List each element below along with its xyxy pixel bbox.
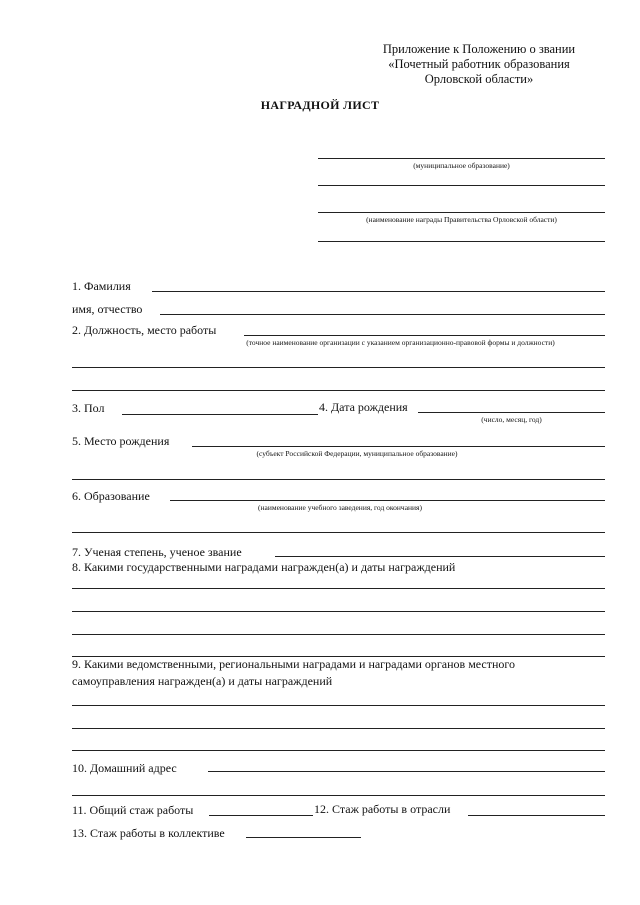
surname-label: 1. Фамилия <box>72 279 131 293</box>
appendix-header <box>360 42 598 87</box>
total-experience-field[interactable] <box>209 815 313 816</box>
position-caption: (точное наименование организации с указанием организационно-правовой формы и должности) <box>246 338 555 347</box>
birthplace-field[interactable] <box>192 446 605 447</box>
position-field[interactable] <box>244 335 605 336</box>
birth-date-label: 4. Дата рождения <box>319 400 408 414</box>
team-experience-field[interactable] <box>246 837 361 838</box>
birth-date-caption: (число, месяц, год) <box>481 415 542 424</box>
education-field-2[interactable] <box>72 532 605 533</box>
education-label: 6. Образование <box>72 489 150 503</box>
municipality-line-2[interactable] <box>318 185 605 186</box>
appendix-header-line3: Орловской области» <box>424 72 534 86</box>
regional-awards-line-1[interactable] <box>72 705 605 706</box>
birthplace-caption: (субъект Российской Федерации, муниципальное образование) <box>256 449 458 458</box>
education-caption: (наименование учебного заведения, год окончания) <box>258 503 422 512</box>
sex-label: 3. Пол <box>72 401 105 415</box>
document-title: НАГРАДНОЙ ЛИСТ <box>260 98 380 112</box>
degree-label: 7. Ученая степень, ученое звание <box>72 545 242 559</box>
regional-awards-line-2[interactable] <box>72 728 605 729</box>
degree-field[interactable] <box>275 556 605 557</box>
award-name-line-2[interactable] <box>318 241 605 242</box>
industry-experience-label: 12. Стаж работы в отрасли <box>314 802 451 816</box>
sex-field[interactable] <box>122 414 318 415</box>
position-field-2[interactable] <box>72 367 605 368</box>
team-experience-label: 13. Стаж работы в коллективе <box>72 826 225 840</box>
surname-field[interactable] <box>152 291 605 292</box>
award-name-line[interactable] <box>318 212 605 213</box>
appendix-header-line2: «Почетный работник образования <box>388 57 570 71</box>
municipality-caption: (муниципальное образование) <box>413 161 510 170</box>
industry-experience-field[interactable] <box>468 815 605 816</box>
home-address-label: 10. Домашний адрес <box>72 761 177 775</box>
regional-awards-label-2: самоуправления награжден(а) и даты награждений <box>72 674 333 688</box>
name-patronymic-field[interactable] <box>160 314 605 315</box>
municipality-line[interactable] <box>318 158 605 159</box>
total-experience-label: 11. Общий стаж работы <box>72 803 194 817</box>
state-awards-line-3[interactable] <box>72 634 605 635</box>
position-label: 2. Должность, место работы <box>72 323 217 337</box>
position-field-3[interactable] <box>72 390 605 391</box>
appendix-header-line1: Приложение к Положению о звании <box>382 42 576 56</box>
regional-awards-label-1: 9. Какими ведомственными, региональными наградами и наградами органов местного <box>72 657 516 671</box>
home-address-field-2[interactable] <box>72 795 605 796</box>
state-awards-line-1[interactable] <box>72 588 605 589</box>
name-patronymic-label: имя, отчество <box>72 302 143 316</box>
birthplace-label: 5. Место рождения <box>72 434 170 448</box>
regional-awards-line-3[interactable] <box>72 750 605 751</box>
birthplace-field-2[interactable] <box>72 479 605 480</box>
award-name-caption: (наименование награды Правительства Орловской области) <box>366 215 557 224</box>
education-field[interactable] <box>170 500 605 501</box>
state-awards-line-2[interactable] <box>72 611 605 612</box>
state-awards-label: 8. Какими государственными наградами награжден(а) и даты награждений <box>72 560 456 574</box>
home-address-field[interactable] <box>208 771 605 772</box>
birth-date-field[interactable] <box>418 412 605 413</box>
